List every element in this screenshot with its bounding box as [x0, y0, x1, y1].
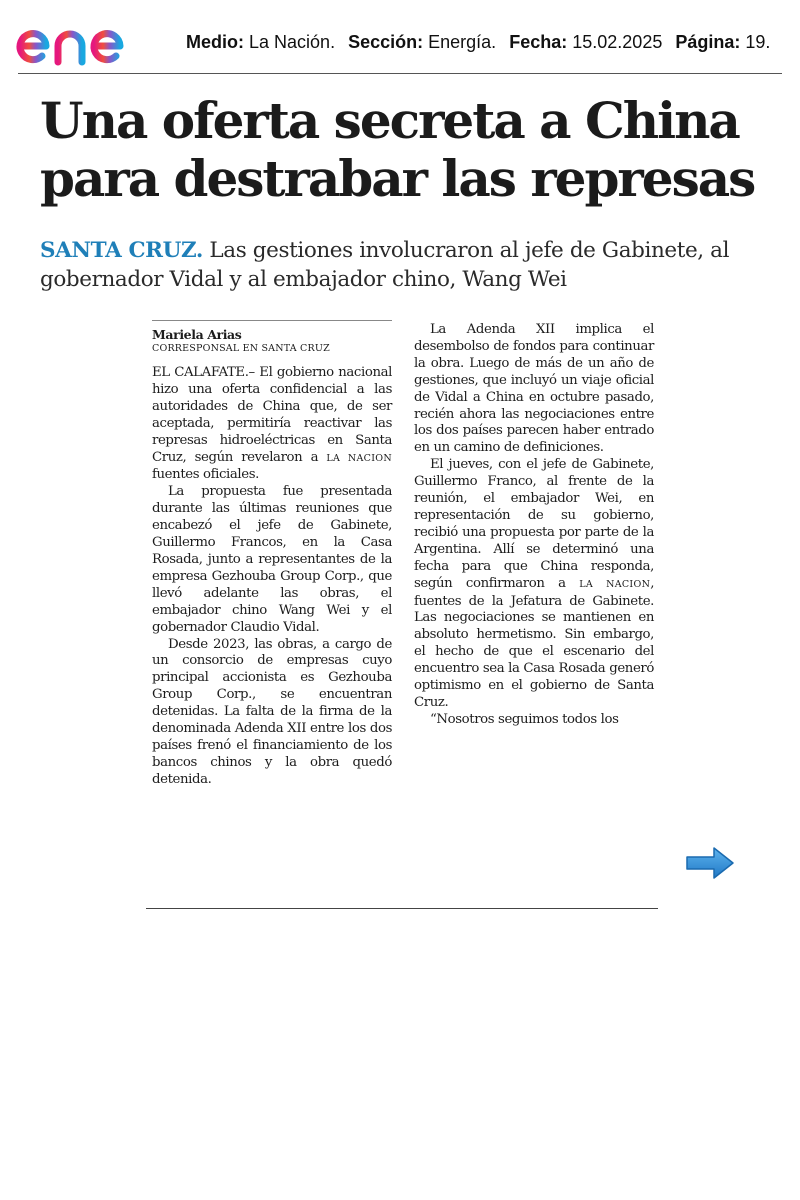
pagina-label: Página:	[675, 32, 741, 52]
seccion-label: Sección:	[348, 32, 424, 52]
paragraph-1	[152, 365, 392, 484]
author-role: CORRESPONSAL EN SANTA CRUZ	[152, 343, 330, 354]
paragraph-5-text-a: El jueves, con el jefe de Gabinete, Guillermo Franco, al frente de la reunión, el embajador Wei, en representación de su gobierno, recibió una propuesta por parte de la Argentina. Allí se determinó una fecha para que China responda, según confirmaron a	[414, 457, 654, 591]
article-subhead-text: Las gestiones involucraron al jefe de Gabinete, al gobernador Vidal y al embajador chino, Wang Wei	[40, 238, 730, 292]
header-divider	[18, 73, 782, 74]
paragraph-2: La propuesta fue presentada durante las últimas reuniones que encabezó el jefe de Gabinete, Guillermo Francos, en la Casa Rosada, junto a representantes de la empresa Gezhouba Group Corp., que llevó adelante las obras, el embajador chino Wang Wei y el gobernador Claudio Vidal.	[152, 484, 392, 635]
newspaper-name-2: LA NACION	[579, 578, 651, 590]
paragraph-1-text-a: EL CALAFATE.– El gobierno nacional hizo una oferta confidencial a las autoridades de China que, de ser aceptada, permitiría reactivar las represas hidroeléctricas en Santa Cruz, según revelaron a	[152, 365, 392, 465]
article-column-2	[414, 322, 654, 729]
fecha-label: Fecha:	[509, 32, 568, 52]
article-kicker: SANTA CRUZ.	[40, 238, 203, 263]
paragraph-4: La Adenda XII implica el desembolso de fondos para continuar la obra. Luego de más de un año de gestiones, que incluyó un viaje oficial de Vidal a China en octubre pasado, recién ahora las negociaciones entre los dos países parecen haber entrado en un camino de definiciones.	[414, 322, 654, 456]
pagina-value: 19.	[745, 32, 771, 52]
paragraph-5	[414, 457, 654, 712]
byline-divider	[152, 320, 392, 321]
seccion-value: Energía.	[428, 32, 497, 52]
article-subhead	[40, 236, 780, 294]
paragraph-3: Desde 2023, las obras, a cargo de un consorcio de empresas cuyo principal accionista es Gezhouba Group Corp., se encuentran detenidas. La falta de la firma de la denominada Adenda XII entre los dos países frenó el financiamiento de los bancos chinos y la obra quedó detenida.	[152, 636, 392, 787]
newspaper-name: LA NACION	[326, 452, 392, 464]
article-column-1	[152, 320, 392, 789]
medio-label: Medio:	[186, 32, 244, 52]
paragraph-1-text-b: fuentes oficiales.	[152, 467, 259, 483]
paragraph-6: “Nosotros seguimos todos los	[430, 711, 619, 727]
medio-value: La Nación.	[249, 32, 336, 52]
paragraph-5-text-b: , fuentes de la Jefatura de Gabinete. Las negociaciones se mantienen en absoluto hermetismo. Sin embargo, el hecho de que el escenario del encuentro sea la Casa Rosada generó optimismo en el gobierno de Santa Cruz.	[414, 575, 655, 710]
footer-divider	[146, 908, 658, 909]
clipping-meta	[186, 32, 770, 53]
article-headline: Una oferta secreta a China para destrabar las represas	[40, 91, 755, 208]
author-name: Mariela Arias	[152, 327, 242, 342]
next-page-arrow-icon[interactable]	[684, 845, 736, 881]
enel-logo	[16, 6, 176, 70]
fecha-value: 15.02.2025	[572, 32, 663, 52]
clipping-header	[0, 0, 800, 76]
